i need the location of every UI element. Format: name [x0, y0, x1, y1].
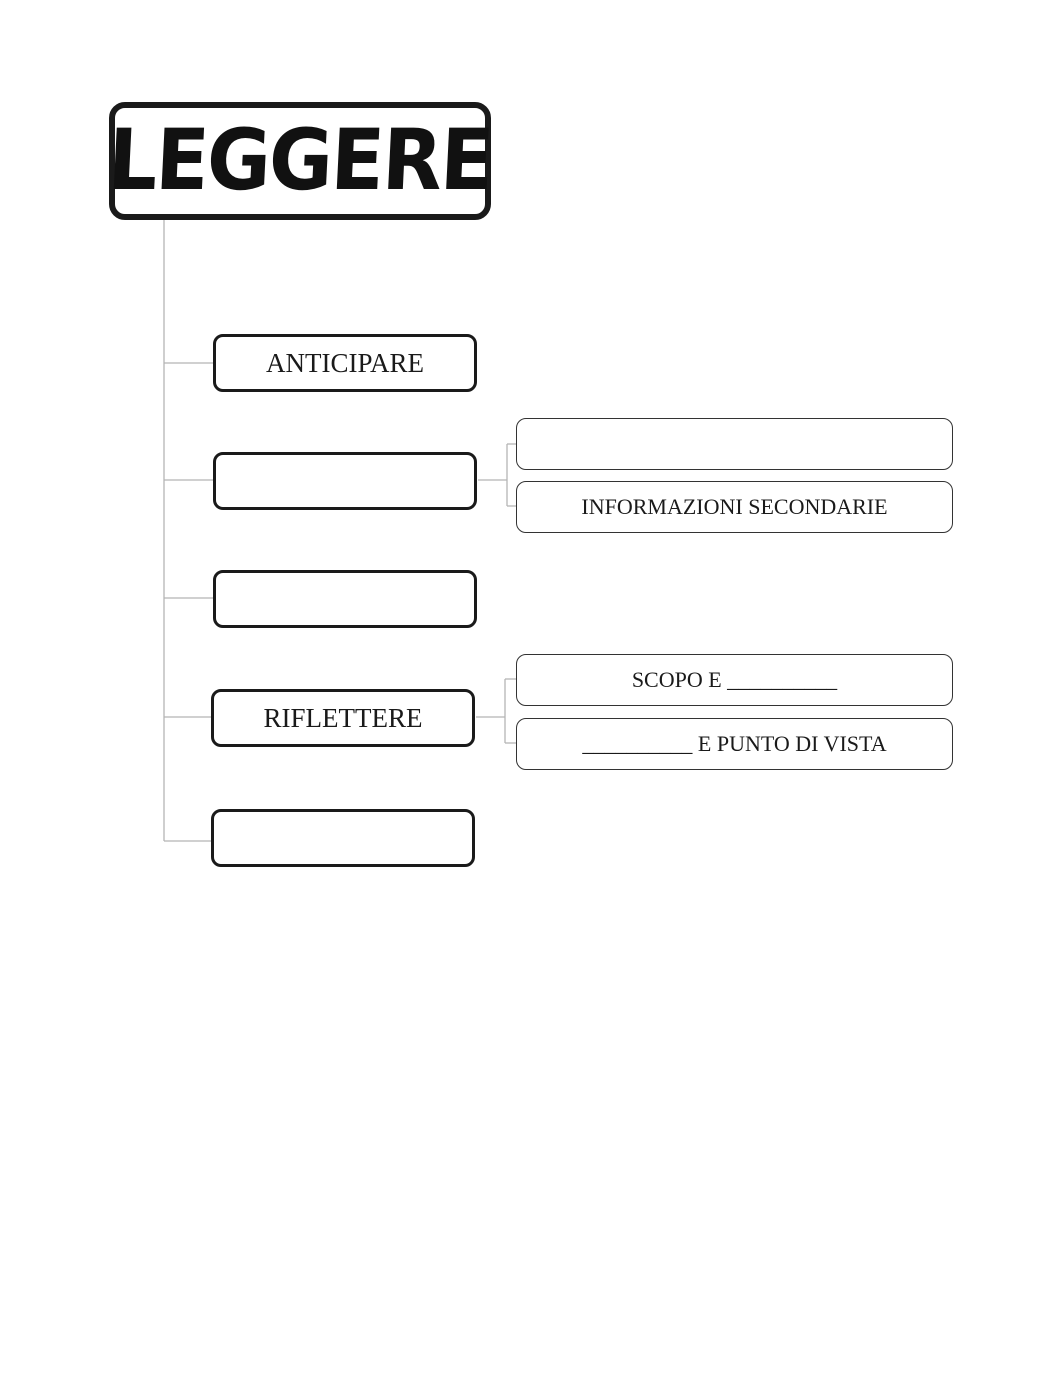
- step-label-riflettere: RIFLETTERE: [263, 702, 423, 733]
- sub-box-step2-first: [516, 418, 953, 470]
- sub-label-informazioni-secondarie: INFORMAZIONI SECONDARIE: [581, 494, 888, 519]
- step-box-3: [213, 570, 477, 628]
- step-box-5: [211, 809, 475, 867]
- diagram-title: LEGGERE: [105, 112, 495, 210]
- sub-box-punto-di-vista: [516, 718, 953, 770]
- step-label-anticipare: ANTICIPARE: [265, 347, 425, 378]
- sub-label-scopo: SCOPO E __________: [631, 667, 838, 692]
- step-box-riflettere: [211, 689, 475, 747]
- sub-box-informazioni-secondarie: [516, 481, 953, 533]
- sub-label-punto-di-vista: __________ E PUNTO DI VISTA: [582, 731, 887, 756]
- step-box-anticipare: [213, 334, 477, 392]
- step-box-2: [213, 452, 477, 510]
- sub-box-scopo: [516, 654, 953, 706]
- title-box: [105, 102, 495, 220]
